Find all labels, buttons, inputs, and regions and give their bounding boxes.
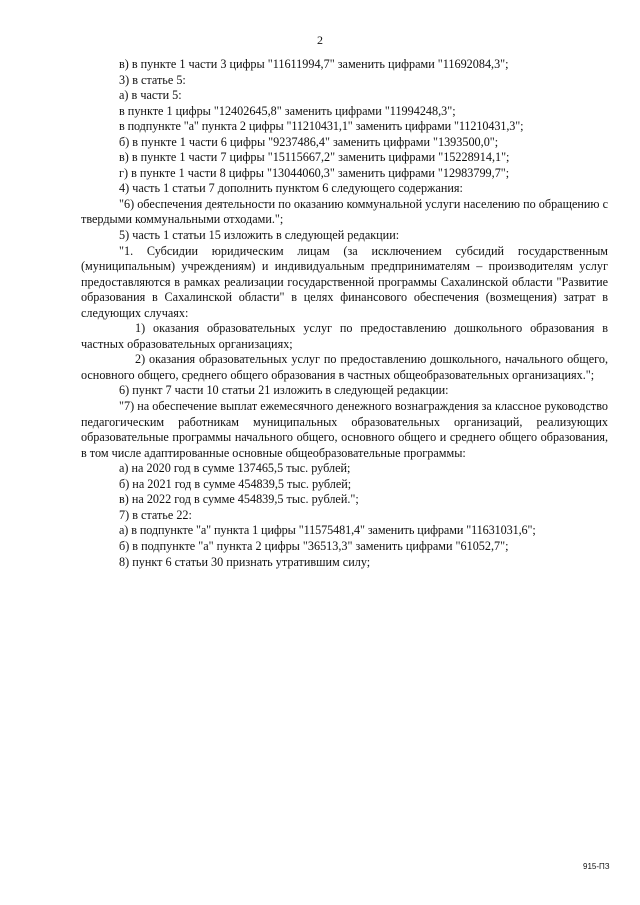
paragraph: г) в пункте 1 части 8 цифры "13044060,3" заменить цифрами "12983799,7"; bbox=[119, 165, 510, 180]
paragraph: в) в пункте 1 части 3 цифры "11611994,7" заменить цифрами "11692084,3"; bbox=[119, 57, 509, 71]
paragraph: а) в части 5: bbox=[119, 88, 182, 103]
paragraph: в пункте 1 цифры "12402645,8" заменить цифрами "11994248,3"; bbox=[119, 103, 456, 118]
paragraph: в подпункте "а" пункта 2 цифры "11210431,1" заменить цифрами "11210431,3"; bbox=[119, 119, 524, 134]
paragraph: в) на 2022 год в сумме 454839,5 тыс. рублей."; bbox=[119, 492, 359, 507]
document-code: 915-ПЗ bbox=[583, 862, 610, 871]
paragraph: в) в пункте 1 части 7 цифры "15115667,2" заменить цифрами "15228914,1"; bbox=[119, 150, 510, 165]
paragraph: 5) часть 1 статьи 15 изложить в следующей редакции: bbox=[119, 228, 400, 243]
paragraph: а) на 2020 год в сумме 137465,5 тыс. рублей; bbox=[119, 461, 351, 476]
paragraph: б) в пункте 1 части 6 цифры "9237486,4" заменить цифрами "1393500,0"; bbox=[119, 134, 499, 149]
paragraph: "6) обеспечения деятельности по оказанию коммунальной услуги населению по обращению с твердыми коммунальными отходами."; bbox=[81, 196, 608, 227]
paragraph: 7) в статье 22: bbox=[119, 507, 192, 522]
paragraph: 8) пункт 6 статьи 30 признать утратившим силу; bbox=[119, 554, 371, 569]
paragraph: б) на 2021 год в сумме 454839,5 тыс. рублей; bbox=[119, 476, 352, 491]
paragraph: 2) оказания образовательных услуг по предоставлению дошкольного, начального общего, основного общего, среднего общего образования в частных общеобразовательных организациях."; bbox=[81, 352, 608, 382]
paragraph: 1) оказания образовательных услуг по предоставлению дошкольного образования в частных образовательных организациях; bbox=[81, 321, 608, 351]
paragraph: 6) пункт 7 части 10 статьи 21 изложить в следующей редакции: bbox=[119, 383, 449, 398]
paragraph: 3) в статье 5: bbox=[119, 72, 186, 87]
paragraph: б) в подпункте "а" пункта 2 цифры "36513,3" заменить цифрами "61052,7"; bbox=[119, 538, 509, 553]
paragraph: а) в подпункте "а" пункта 1 цифры "11575481,4" заменить цифрами "11631031,6"; bbox=[119, 523, 536, 538]
document-body bbox=[81, 57, 608, 570]
paragraph: "7) на обеспечение выплат ежемесячного денежного вознаграждения за классное руководство педагогическим работникам муниципальных образовательных организаций, реализующих образовательные программы начального общего, основного общего и среднего общего образования, в том числе адаптированные основные общеобразовательные программы: bbox=[81, 399, 608, 460]
page-number: 2 bbox=[317, 33, 323, 47]
paragraph: "1. Субсидии юридическим лицам (за исключением субсидий государственным (муниципальным) учреждениям) и индивидуальным предпринимателям – производителям услуг предоставляются в рамках реализации государственной программы Сахалинской области "Развитие образования в Сахалинской области" в целях финансового обеспечения (возмещения) затрат в следующих случаях: bbox=[81, 243, 608, 320]
paragraph: 4) часть 1 статьи 7 дополнить пунктом 6 следующего содержания: bbox=[119, 181, 463, 196]
